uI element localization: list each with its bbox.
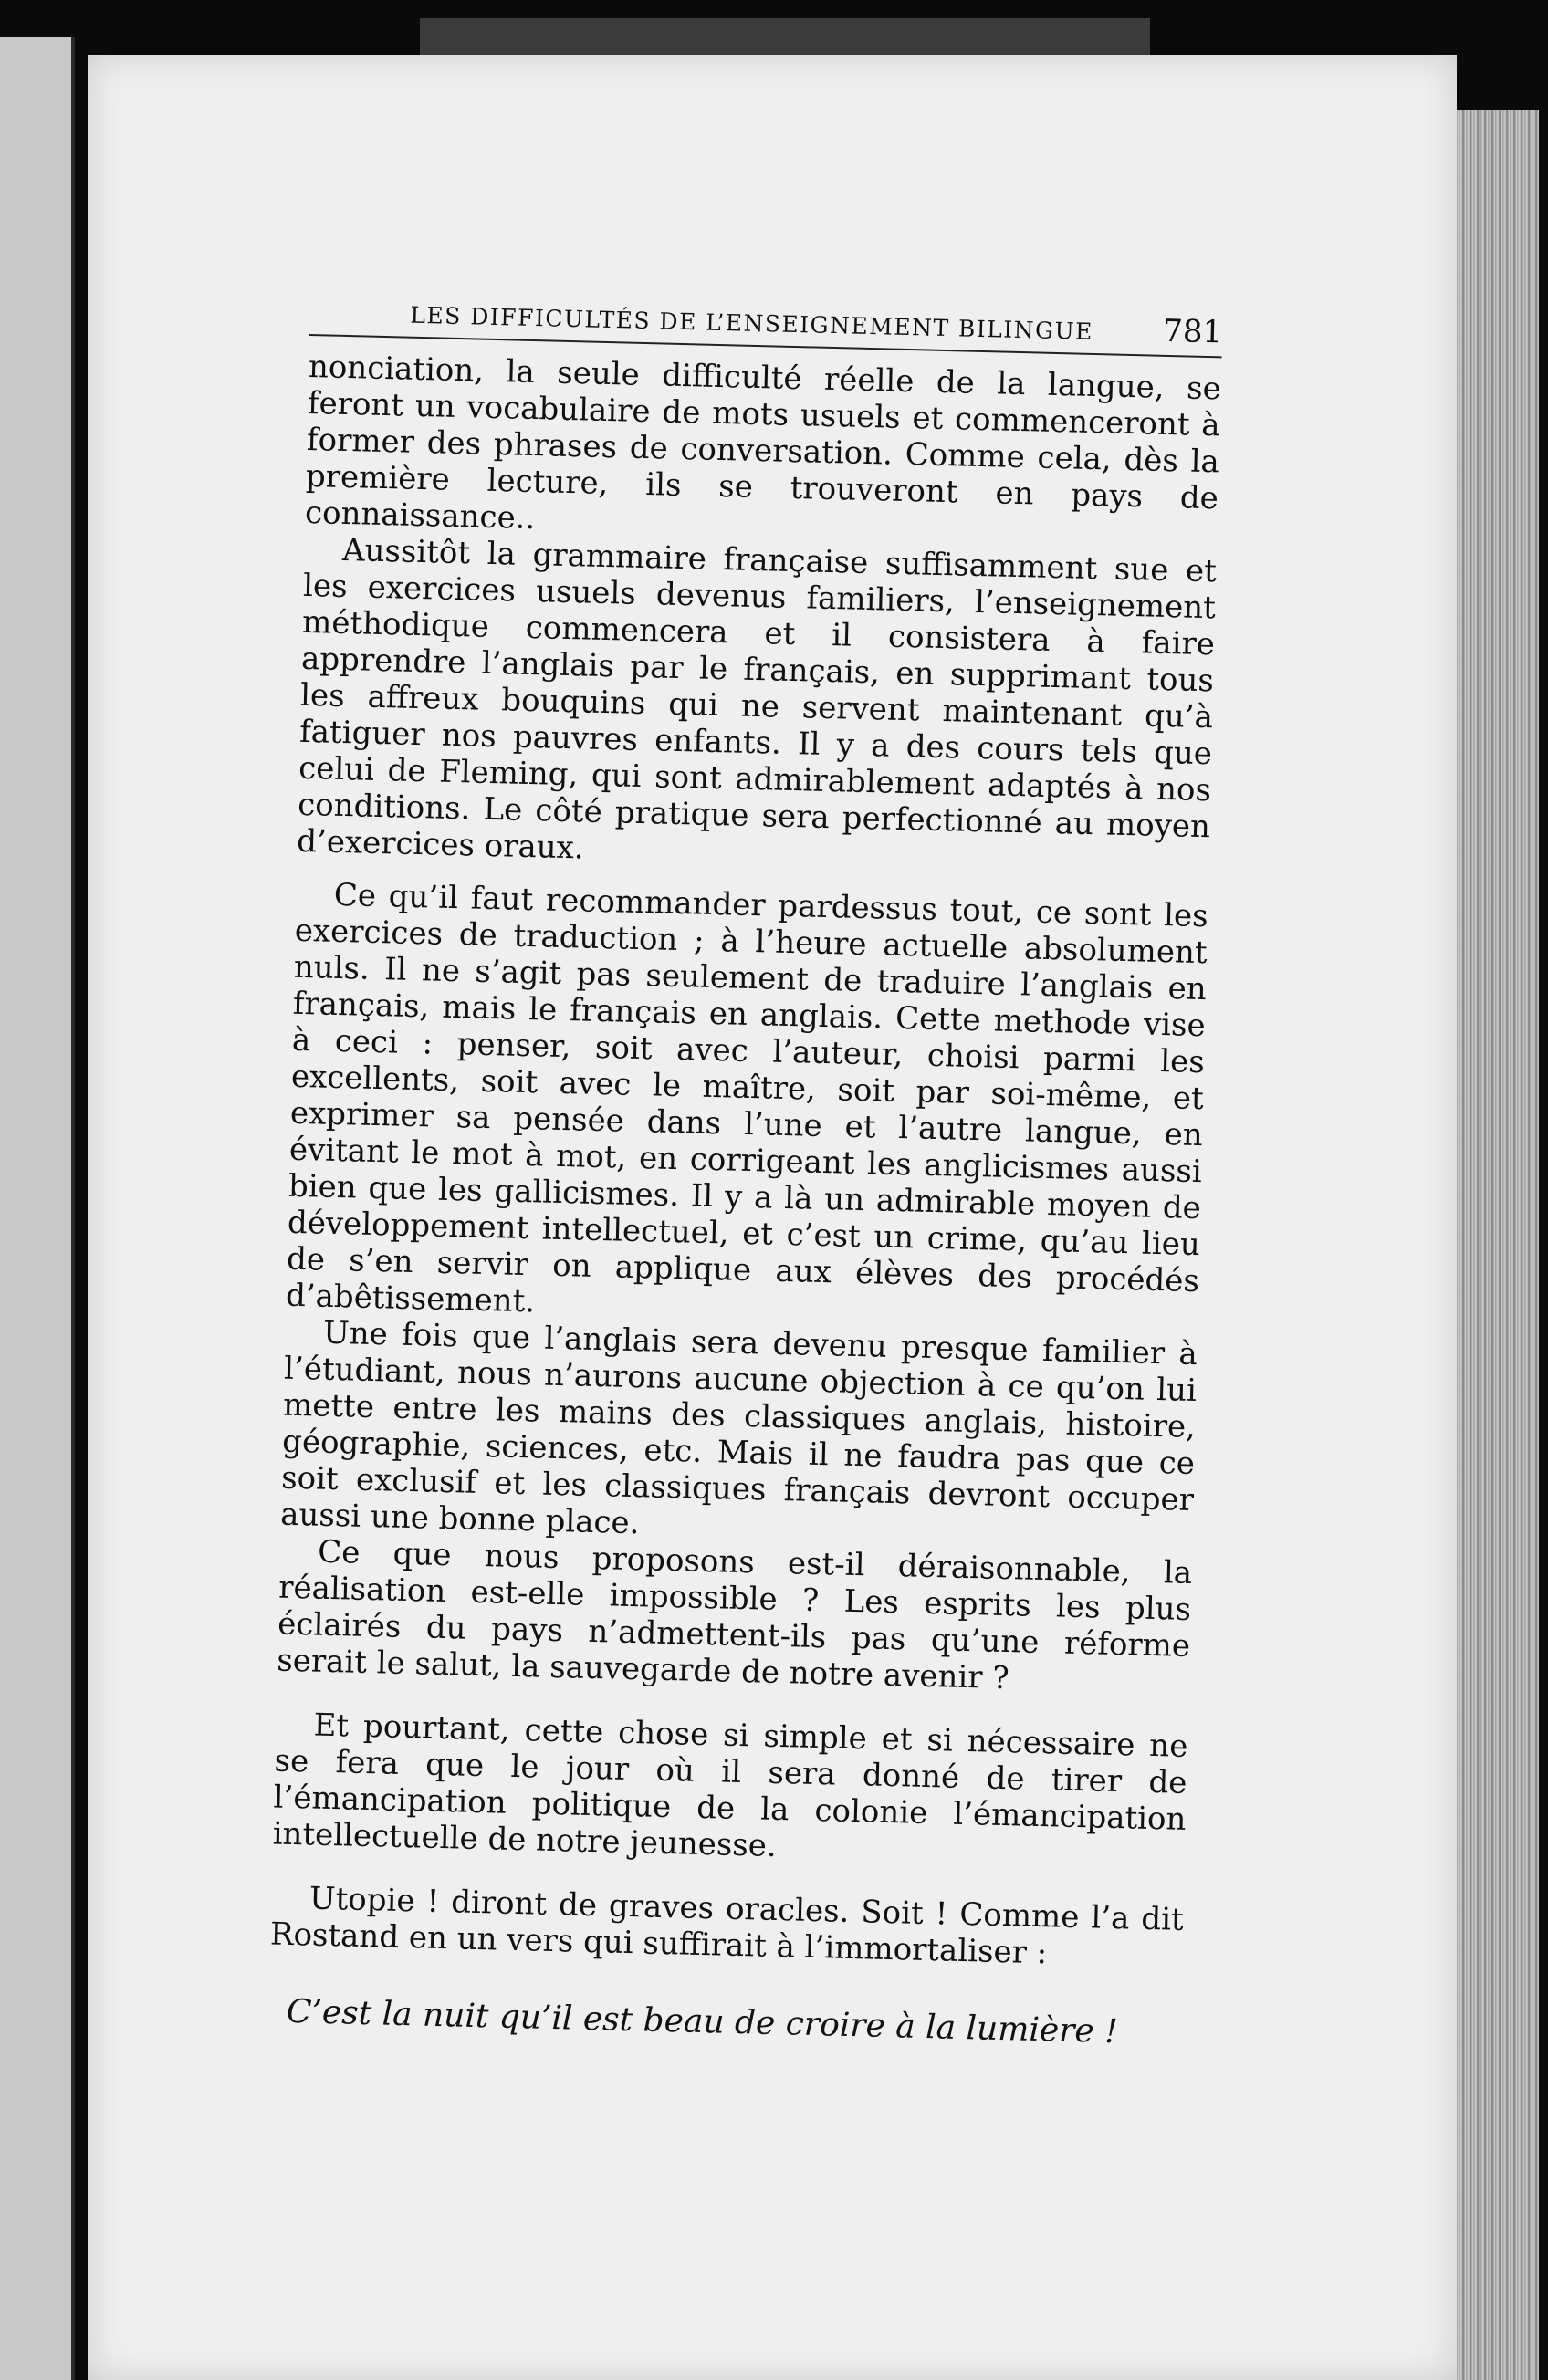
paragraph-translation: Ce qu’il faut recommander pardessus tout, ce sont les exercices de traduction ; à l’heure actuelle absolument nuls. Il ne s’agit pas seulement de traduire l’anglais en français, mais le français en anglais. Cette methode vise à ceci : penser, soit avec l’auteur, choisi parmi les excellents, soit avec le maître, soit par soi-même, et exprimer sa pensée dans l’une et l’autre langue, en évitant le mot à mot, en corrigeant les anglicismes aussi bien que les gallicismes. Il y a là un admirable moyen de développement intellectuel, et c’est un crime, qu’au lieu de s’en servir on applique aux élèves des procédés d’abêtissement. — [285, 876, 1209, 1320]
paragraph-utopia: Utopie ! diront de graves oracles. Soit ! Comme l’a dit Rostand en un vers qui suffirait à l’immortaliser : — [269, 1880, 1185, 1972]
paragraph-classics: Une fois que l’anglais sera devenu presque familier à l’étudiant, nous n’aurons aucune objection à ce qu’on lui mette entre les mains des classiques anglais, histoire, géographie, sciences, etc. Mais il ne faudra pas que ce soit exclusif et les classiques français devront occuper aussi une bonne place. — [279, 1314, 1198, 1542]
paragraph-grammar: Aussitôt la grammaire française suffisamment sue et les exercices usuels devenus familiers, l’enseignement méthodique commencera et il consistera à faire apprendre l’anglais par le français, en supprimant tous les affreux bouquins qui ne servent maintenant qu’à fatiguer nos pauvres enfants. Il y a des cours tels que celui de Fleming, qui sont admirablement adaptés à nos conditions. Le côté pratique sera perfectionné au moyen d’exercices oraux. — [296, 531, 1218, 867]
closing-quote: C’est la nuit qu’il est beau de croire à la lumière ! — [286, 1992, 1119, 2051]
page-edge-stack — [1451, 110, 1539, 2380]
facing-page-edge — [0, 37, 75, 2380]
running-title: LES DIFFICULTÉS DE L’ENSEIGNEMENT BILINGUE — [410, 301, 1094, 345]
paragraph-reform: Ce que nous proposons est-il déraisonnable, la réalisation est-elle impossible ? Les esprits les plus éclairés du pays n’admettent-ils pas qu’une réforme serait le salut, la sauvegarde de notre avenir ? — [276, 1533, 1193, 1697]
paragraph-continuation: nonciation, la seule difficulté réelle de la langue, se feront un vocabulaire de mots usuels et commenceront à former des phrases de conversation. Comme cela, dès la première lecture, ils se trouveront en pays de connaissance.. — [304, 348, 1222, 538]
paragraph-emancipation: Et pourtant, cette chose si simple et si nécessaire ne se fera que le jour où il sera donné de tirer de l’émancipation politique de la colonie l’émancipation intellectuelle de notre jeunesse. — [272, 1707, 1188, 1864]
page-content — [267, 292, 1223, 2085]
page-number: 781 — [1162, 312, 1223, 351]
